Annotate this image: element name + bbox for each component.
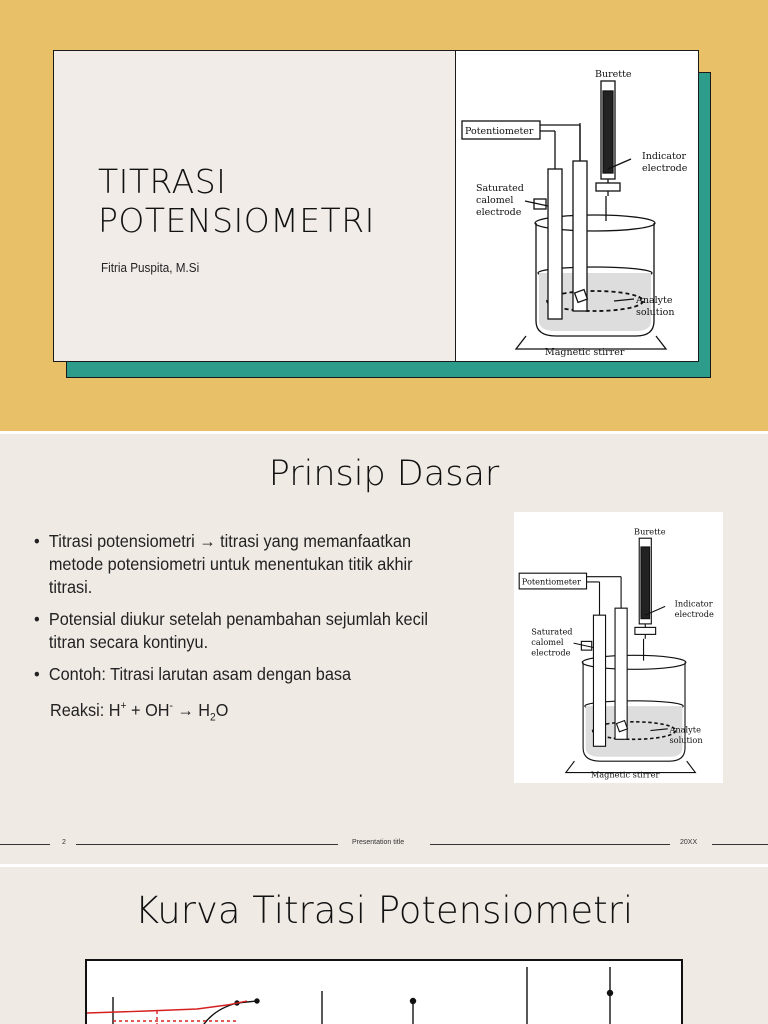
slide-title: Kurva Titrasi Potensiometri [134,889,634,932]
footer-rule [76,844,338,845]
label-calomel-3: electrode [531,647,571,658]
label-analyte-1: Analyte [636,295,673,306]
slide-title: TITRASI POTENSIOMETRI [98,162,375,240]
apparatus-drawing [514,512,723,783]
label-calomel-3: electrode [476,207,522,218]
label-indicator-2: electrode [674,608,714,619]
label-analyte-2: solution [636,307,675,318]
label-burette: Burette [634,526,666,537]
page-number: 2 [62,839,66,846]
slide-title: Prinsip Dasar [268,454,500,494]
label-potentiometer: Potentiometer [465,126,534,137]
title-slide [0,0,768,431]
label-calomel-2: calomel [531,636,564,647]
footer-rule [0,844,50,845]
footer-year: 20XX [680,839,698,846]
label-calomel-2: calomel [476,195,514,206]
titration-curves-drawing [87,961,681,1024]
label-indicator-1: Indicator [674,598,713,609]
footer-rule [430,844,670,845]
footer-title: Presentation title [352,839,405,846]
slide-footer [0,837,768,851]
prinsip-dasar-slide [0,434,768,864]
list-item: • Titrasi potensiometri → titrasi yang memanfaatkan metode potensiometri untuk menentukan titik akhir titrasi. [34,531,413,597]
label-burette: Burette [595,69,632,80]
label-analyte-2: solution [669,734,703,745]
label-indicator-1: Indicator [642,151,687,162]
list-item: • Contoh: Titrasi larutan asam dengan basa [34,664,352,684]
kurva-titrasi-slide [0,867,768,1024]
label-potentiometer: Potentiometer [521,576,581,587]
label-calomel-1: Saturated [531,626,573,637]
label-stirrer: Magnetic stirrer [590,769,660,780]
list-item: • Potensial diukur setelah penambahan sejumlah kecil titran secara kontinyu. [34,609,428,652]
label-indicator-2: electrode [642,163,688,174]
label-analyte-1: Analyte [669,724,701,735]
slide-author: Fitria Puspita, M.Si [101,260,200,275]
titration-apparatus-figure [514,512,723,783]
label-stirrer: Magnetic stirrer [545,347,625,358]
footer-rule [712,844,768,845]
apparatus-drawing [456,51,698,361]
label-calomel-1: Saturated [476,183,524,194]
titration-curve-figure [85,959,683,1024]
reaction-equation: Reaksi: $H^+ + OH^- \to H_2O$ [50,700,229,724]
bullet-list [34,530,484,695]
titration-apparatus-figure [455,50,699,362]
